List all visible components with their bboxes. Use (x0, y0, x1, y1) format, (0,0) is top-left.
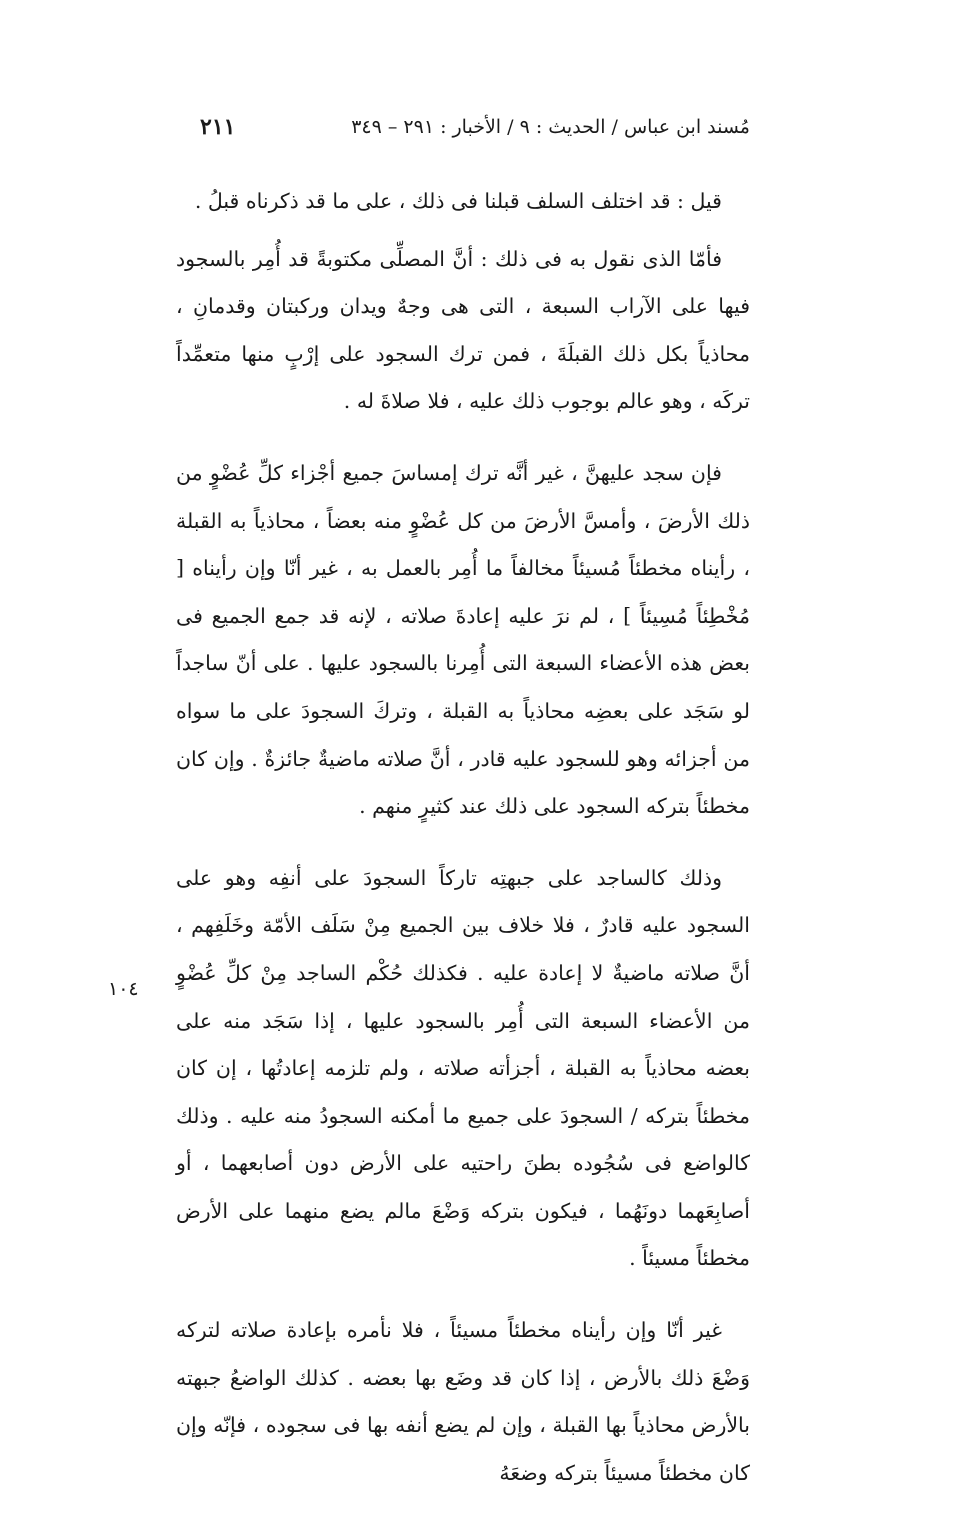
paragraph-1: قيل : قد اختلف السلف قبلنا فى ذلك ، على ما قد ذكرناه قبلُ . (194, 189, 722, 213)
body-text (176, 178, 750, 1521)
paragraph-5: غير أنّا وإن رأيناه مخطئاً مسيئاً ، فلا نأمره بإعادة صلاته لتركه وَضْعَ ذلك بالأرض ، إذا كان قد وضَع بها بعضه . كذلك الواضعُ جبهته بالأرض محاذياً بها القبلة ، وإن لم يضع أنفه بها فى سجوده ، فإنّه وإن كان مخطئاً مسيئاً بتركه وضعَهُ (176, 1318, 750, 1485)
running-title: مُسند ابن عباس / الحديث : ٩ / الأخبار : ٢٩١ – ٣٤٩ (351, 116, 750, 138)
page-number: ٢١١ (200, 114, 236, 140)
paragraph-2: فأمّا الذى نقول به فى ذلك : أنَّ المصلِّى مكتوبةً قد أُمِر بالسجود فيها على الآراب السبعة ، التى هى وجهٌ ويدان وركبتان وقدمانِ ، محاذياً بكل ذلك القبلَةَ ، فمن ترك السجود على إرْبٍ منها متعمِّداً تركَه ، وهو عالم بوجوب ذلك عليه ، فلا صلاةَ له . (176, 246, 750, 414)
paragraph-4: وذلك كالساجد على جبهتِه تاركاً السجودَ على أنفِه وهو على السجود عليه قادرٌ ، فلا خلاف بين الجميع مِنْ سَلَف الأمّة وخَلَفِهم ، أنَّ صلاته ماضيةٌ لا إعادة عليه . فكذلك حُكْم الساجد مِنْ كلِّ عُضْوٍ من الأعضاء السبعة التى أُمِر بالسجود عليها ، إذا سَجَد منه على بعضه محاذياً به القبلة ، أجزأته صلاته ، ولم تلزمه إعادتُها ، إن كان مخطئاً بتركه / السجودَ على جميع ما أمكنه السجودُ منه عليه . وذلك كالواضع فى سُجُوده بطنَ راحتيه على الأرض دون أصابعهما ، أو أصابِعَهما دونَهُما ، فيكون بتركه وَضْعَ مالم يضع منهما على الأرض مخطئاً مسيئاً . (176, 865, 750, 1271)
paragraph-3: فإن سجد عليهنَّ ، غير أنَّه ترك إمساسَ جميع أجْزاء كلِّ عُضْوٍ من ذلك الأرضَ ، وأمسَّ الأرضَ من كل عُضْوٍ منه بعضاً ، محاذياً به القبلة ، رأيناه مخطئاً مُسيئاً مخالفاً ما أُمِر بالعمل به ، غير أنّا وإن رأيناه [ مُخْطِئاً مُسِيئاً ] ، لم نرَ عليه إعادةَ صلاته ، لإنه قد جمع الجميع فى بعض هذه الأعضاء السبعة التى أُمِرنا بالسجود عليها . على أنّ ساجداً لو سَجَد على بعضِه محاذياً به القبلة ، وتركَ السجودَ على ما سواه من أجزائه وهو للسجود عليه قادر ، أنَّ صلاته ماضيةٌ جائزةٌ . وإن كان مخطئاً بتركه السجود على ذلك عند كثيرٍ منهم . (176, 460, 750, 819)
running-header (200, 112, 750, 146)
margin-page-reference: ١٠٤ (108, 978, 139, 1000)
